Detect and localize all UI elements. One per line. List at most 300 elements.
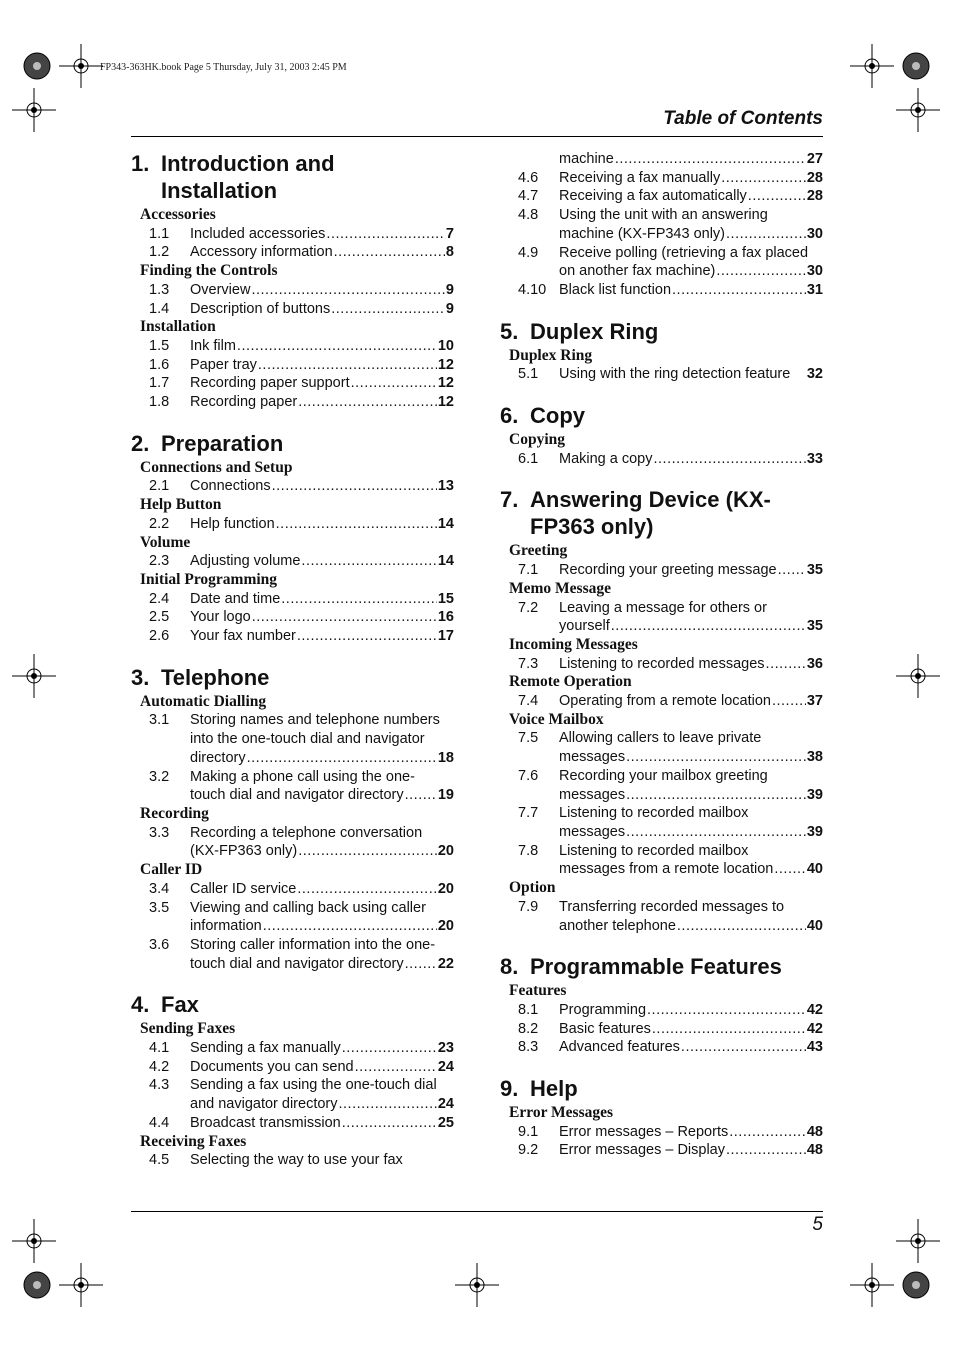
entry-text: Listening to recorded mailbox	[559, 805, 749, 822]
entry-last-line	[190, 1151, 454, 1170]
entry-number: 3.4	[149, 880, 170, 897]
chapter-heading[interactable]	[500, 486, 823, 540]
entry-last-line	[190, 1095, 454, 1114]
entry-number: 2.4	[149, 590, 170, 607]
section-group-heading: Greeting	[509, 542, 568, 560]
chapter-heading[interactable]	[500, 953, 823, 980]
entry-text: Recording paper support	[190, 375, 350, 392]
entry-text: Viewing and calling back using caller	[190, 899, 426, 916]
toc-entry[interactable]	[131, 393, 454, 412]
page-title: Table of Contents	[663, 108, 823, 129]
entry-body	[559, 804, 823, 841]
entry-last-line	[190, 608, 454, 627]
entry-number: 7.9	[518, 898, 539, 915]
entry-last-line	[190, 880, 454, 899]
page-ref: 28	[806, 188, 823, 205]
toc-entry[interactable]	[500, 244, 823, 281]
toc-entry[interactable]	[131, 225, 454, 244]
toc-entry[interactable]	[131, 880, 454, 899]
entry-number: 4.9	[518, 244, 539, 261]
entry-text: machine (KX-FP343 only)	[559, 225, 726, 242]
entry-number: 2.5	[149, 609, 170, 626]
toc-entry[interactable]	[500, 150, 823, 169]
entry-last-line	[190, 515, 454, 534]
chapter-title: Telephone	[161, 664, 270, 690]
entry-text: Broadcast transmission	[190, 1114, 341, 1131]
section-group-heading: Sending Faxes	[140, 1020, 236, 1038]
entry-body	[559, 692, 823, 711]
entry-text: Using with the ring detection feature	[559, 366, 791, 383]
entry-text: messages from a remote location	[559, 861, 774, 878]
entry-last-line	[559, 860, 823, 879]
dot-leader	[626, 748, 806, 767]
dot-leader	[281, 590, 437, 609]
page-ref: 42	[806, 1001, 823, 1018]
entry-text: Your logo	[190, 609, 251, 626]
print-slug: FP343-363HK.book Page 5 Thursday, July 31, 2003 2:45 PM	[100, 62, 347, 73]
section-group-heading: Memo Message	[509, 579, 611, 597]
entry-number: 7.5	[518, 730, 539, 747]
toc-entry[interactable]	[500, 842, 823, 879]
entry-text: Overview	[190, 281, 251, 298]
entry-number: 4.4	[149, 1114, 170, 1131]
entry-text: Listening to recorded mailbox	[559, 842, 749, 859]
dot-leader	[298, 393, 437, 412]
toc-entry[interactable]	[131, 243, 454, 262]
entry-last-line	[190, 477, 454, 496]
section-group-heading: Copying	[509, 431, 565, 449]
dot-leader	[681, 1038, 806, 1057]
entry-number: 1.4	[149, 300, 170, 317]
entry-last-line	[559, 450, 823, 469]
toc-entry[interactable]	[131, 477, 454, 496]
entry-number: 3.5	[149, 899, 170, 916]
toc-entry[interactable]	[500, 804, 823, 841]
entry-text: Using the unit with an answering	[559, 207, 768, 224]
entry-number: 2.3	[149, 553, 170, 570]
dot-leader	[626, 786, 806, 805]
chapter-heading[interactable]	[131, 430, 454, 457]
entry-last-line	[190, 917, 454, 936]
toc-entry[interactable]	[131, 552, 454, 571]
dot-leader	[726, 225, 806, 244]
entry-body	[559, 1141, 823, 1160]
entry-last-line	[559, 1001, 823, 1020]
entry-text: Help function	[190, 515, 275, 532]
page-ref: 18	[437, 749, 454, 766]
entry-body	[190, 1076, 454, 1113]
entry-text: Making a copy	[559, 450, 653, 467]
entry-text: Allowing callers to leave private	[559, 730, 762, 747]
entry-text: Recording paper	[190, 394, 298, 411]
entry-body	[190, 627, 454, 646]
entry-body	[190, 1039, 454, 1058]
entry-body	[559, 450, 823, 469]
page-ref: 16	[437, 609, 454, 626]
entry-number: 8.2	[518, 1020, 539, 1037]
page-ref: 27	[806, 151, 823, 167]
entry-last-line	[190, 627, 454, 646]
toc-entry[interactable]	[131, 899, 454, 936]
entry-number: 3.1	[149, 712, 170, 729]
entry-number: 7.3	[518, 655, 539, 672]
section-group-heading: Volume	[140, 533, 191, 551]
entry-last-line	[559, 1038, 823, 1057]
entry-number: 4.3	[149, 1077, 170, 1094]
entry-body	[559, 655, 823, 674]
entry-text: touch dial and navigator directory	[190, 955, 404, 972]
entry-number: 2.2	[149, 515, 170, 532]
page-ref: 14	[437, 515, 454, 532]
toc-entry[interactable]	[500, 281, 823, 300]
entry-text: Adjusting volume	[190, 553, 301, 570]
entry-text: Making a phone call using the one-	[190, 768, 415, 785]
entry-last-line	[559, 692, 823, 711]
page-ref: 40	[806, 861, 823, 878]
dot-leader	[326, 225, 445, 244]
entry-number: 3.3	[149, 824, 170, 841]
chapter-heading[interactable]	[131, 150, 454, 204]
entry-text: Operating from a remote location	[559, 693, 771, 710]
entry-last-line	[190, 786, 454, 805]
dot-leader	[276, 515, 437, 534]
toc-entry[interactable]	[500, 599, 823, 636]
section-group-heading: Caller ID	[140, 861, 203, 879]
page-ref: 15	[437, 590, 454, 607]
page-ref: 38	[806, 749, 823, 766]
section-group-heading: Installation	[140, 318, 216, 336]
entry-body	[559, 1123, 823, 1142]
chapter-heading[interactable]	[131, 664, 454, 691]
chapter-number: 9.	[500, 1076, 519, 1102]
page-ref: 33	[806, 450, 823, 467]
dot-leader	[342, 1114, 437, 1133]
entry-last-line	[190, 1058, 454, 1077]
entry-last-line	[190, 374, 454, 393]
toc-entry[interactable]	[500, 1123, 823, 1142]
toc-entry[interactable]	[500, 1020, 823, 1039]
chapter-gap	[500, 468, 823, 486]
entry-body	[559, 1038, 823, 1057]
chapter-title: Preparation	[161, 430, 284, 456]
entry-body	[559, 365, 823, 384]
toc-entry[interactable]	[131, 515, 454, 534]
entry-last-line	[190, 1039, 454, 1058]
dot-leader	[626, 823, 806, 842]
dot-leader	[647, 1001, 806, 1020]
entry-number: 4.5	[149, 1152, 170, 1169]
toc-entry[interactable]	[131, 824, 454, 861]
toc-entry[interactable]	[131, 936, 454, 973]
chapter-title: Copy	[530, 403, 585, 429]
entry-body	[559, 169, 823, 188]
entry-text: Recording your greeting message	[559, 562, 777, 579]
toc-entry[interactable]	[500, 1141, 823, 1160]
entry-text: Paper tray	[190, 356, 257, 373]
dot-leader	[355, 1058, 437, 1077]
page-ref: 14	[437, 553, 454, 570]
chapter-number: 6.	[500, 403, 519, 429]
toc-entry[interactable]	[131, 337, 454, 356]
entry-last-line	[190, 281, 454, 300]
page-ref: 35	[806, 562, 823, 579]
chapter-number: 2.	[131, 430, 150, 456]
entry-text: (KX-FP363 only)	[190, 843, 298, 860]
entry-number: 7.7	[518, 805, 539, 822]
entry-body	[559, 1020, 823, 1039]
entry-text: Storing names and telephone numbers	[190, 712, 440, 729]
page-ref: 43	[806, 1039, 823, 1056]
entry-text: messages	[559, 749, 626, 766]
entry-last-line	[559, 169, 823, 188]
entry-last-line	[190, 225, 454, 244]
entry-body	[190, 590, 454, 609]
toc-entry[interactable]	[131, 281, 454, 300]
dot-leader	[247, 749, 437, 768]
page-ref: 20	[437, 843, 454, 860]
entry-number: 9.1	[518, 1123, 539, 1140]
entry-text: Error messages – Display	[559, 1142, 725, 1159]
toc-entry[interactable]	[131, 356, 454, 375]
toc-entry[interactable]	[131, 590, 454, 609]
chapter-gap	[500, 300, 823, 318]
dot-leader	[672, 281, 806, 300]
entry-last-line	[559, 617, 823, 636]
page-ref: 39	[806, 786, 823, 803]
entry-body	[559, 842, 823, 879]
entry-number: 7.2	[518, 599, 539, 616]
toc-entry[interactable]	[131, 627, 454, 646]
dot-leader	[716, 262, 805, 281]
dot-leader	[611, 617, 806, 636]
entry-last-line	[559, 786, 823, 805]
entry-number: 1.7	[149, 375, 170, 392]
entry-text: Included accessories	[190, 225, 326, 242]
entry-last-line	[559, 281, 823, 300]
entry-body	[190, 1114, 454, 1133]
entry-text: into the one-touch dial and navigator	[190, 731, 425, 748]
section-group-heading: Help Button	[140, 496, 222, 514]
entry-number: 1.5	[149, 337, 170, 354]
page-ref: 31	[806, 281, 823, 298]
toc-entry[interactable]	[500, 1001, 823, 1020]
page-ref: 32	[806, 366, 823, 383]
entry-body	[190, 608, 454, 627]
entry-text: touch dial and navigator directory	[190, 787, 404, 804]
page-ref: 12	[437, 356, 454, 373]
toc-entry[interactable]	[500, 561, 823, 580]
chapter-number: 1.	[131, 151, 150, 176]
toc-entry[interactable]	[131, 1039, 454, 1058]
entry-last-line	[190, 337, 454, 356]
toc-entry[interactable]	[500, 365, 823, 384]
entry-last-line	[559, 823, 823, 842]
entry-body	[190, 356, 454, 375]
entry-body	[190, 374, 454, 393]
entry-number: 8.1	[518, 1001, 539, 1018]
chapter-gap	[131, 973, 454, 991]
entry-text: Accessory information	[190, 244, 333, 261]
toc-entry[interactable]	[131, 1058, 454, 1077]
entry-number: 7.8	[518, 842, 539, 859]
section-group-heading: Features	[509, 982, 567, 1000]
chapter-title: Answering Device (KX-FP363 only)	[530, 487, 771, 540]
entry-number: 7.1	[518, 562, 539, 579]
entry-body	[190, 300, 454, 319]
dot-leader	[251, 281, 444, 300]
page-ref: 19	[437, 787, 454, 804]
page-ref: 13	[437, 478, 454, 495]
section-group-heading: Finding the Controls	[140, 262, 278, 280]
entry-text: Description of buttons	[190, 300, 331, 317]
dot-leader	[237, 337, 437, 356]
chapter-title: Introduction and Installation	[161, 151, 335, 203]
entry-number	[500, 150, 559, 169]
toc-left-column	[131, 150, 454, 1170]
page-ref: 30	[806, 263, 823, 280]
toc-entry[interactable]	[131, 300, 454, 319]
toc-entry[interactable]	[500, 692, 823, 711]
chapter-gap	[500, 1057, 823, 1075]
entry-text: Sending a fax using the one-touch dial	[190, 1077, 437, 1094]
entry-text: Leaving a message for others or	[559, 599, 767, 616]
section-group-heading: Voice Mailbox	[509, 710, 604, 728]
dot-leader	[677, 917, 806, 936]
dot-leader	[766, 655, 806, 674]
chapter-number: 5.	[500, 318, 519, 344]
chapter-gap	[131, 412, 454, 430]
entry-number: 9.2	[518, 1142, 539, 1159]
chapter-number: 7.	[500, 487, 519, 513]
chapter-heading[interactable]	[500, 318, 823, 345]
toc-entry[interactable]	[131, 1151, 454, 1170]
section-group-heading: Receiving Faxes	[140, 1132, 247, 1150]
toc-entry[interactable]	[131, 1076, 454, 1113]
entry-text: Your fax number	[190, 628, 296, 645]
toc-entry[interactable]	[500, 898, 823, 935]
page-ref: 30	[806, 225, 823, 242]
section-group-heading: Initial Programming	[140, 570, 278, 588]
toc-right-column	[500, 150, 823, 1160]
toc-entry[interactable]	[131, 768, 454, 805]
dot-leader	[778, 561, 806, 580]
toc-entry[interactable]	[131, 1114, 454, 1133]
page-ref: 12	[437, 394, 454, 411]
entry-number: 7.4	[518, 693, 539, 710]
entry-body	[190, 880, 454, 899]
chapter-gap	[131, 646, 454, 664]
toc-entry[interactable]	[500, 655, 823, 674]
entry-text: Connections	[190, 478, 271, 495]
entry-body	[559, 729, 823, 766]
entry-number: 1.8	[149, 394, 170, 411]
section-group-heading: Incoming Messages	[509, 635, 638, 653]
entry-text: Recording a telephone conversation	[190, 824, 423, 841]
entry-text: machine	[559, 151, 614, 167]
page-ref: 48	[806, 1142, 823, 1159]
toc-entry[interactable]	[500, 729, 823, 766]
entry-text: Selecting the way to use your fax	[190, 1152, 403, 1169]
page-ref: 40	[806, 917, 823, 934]
dot-leader	[301, 552, 436, 571]
chapter-heading[interactable]	[131, 991, 454, 1018]
dot-leader	[252, 608, 437, 627]
entry-last-line	[559, 225, 823, 244]
dot-leader	[258, 356, 437, 375]
page-ref: 24	[437, 1096, 454, 1113]
entry-text: Receive polling (retrieving a fax placed	[559, 244, 809, 261]
dot-leader	[334, 243, 445, 262]
entry-text: on another fax machine)	[559, 263, 716, 280]
entry-number: 4.10	[518, 281, 547, 298]
entry-body	[559, 767, 823, 804]
page-ref: 25	[437, 1114, 454, 1131]
entry-body	[559, 150, 823, 169]
toc-entry[interactable]	[131, 711, 454, 767]
entry-text: Storing caller information into the one-	[190, 936, 436, 953]
dot-leader	[729, 1123, 806, 1142]
entry-last-line	[559, 748, 823, 767]
page-ref: 9	[445, 300, 454, 317]
toc-entry[interactable]	[500, 450, 823, 469]
entry-number: 7.6	[518, 767, 539, 784]
entry-last-line	[190, 955, 454, 974]
entry-body	[190, 711, 454, 767]
toc-entry[interactable]	[500, 767, 823, 804]
page-ref: 22	[437, 955, 454, 972]
entry-last-line	[190, 1114, 454, 1133]
page-ref: 9	[445, 281, 454, 298]
chapter-heading[interactable]	[500, 1075, 823, 1102]
chapter-heading[interactable]	[500, 402, 823, 429]
entry-text: Recording your mailbox greeting	[559, 767, 768, 784]
page-ref: 36	[806, 655, 823, 672]
entry-number: 2.1	[149, 478, 170, 495]
toc-entry[interactable]	[131, 608, 454, 627]
entry-text: Error messages – Reports	[559, 1123, 729, 1140]
entry-last-line	[190, 590, 454, 609]
entry-text: messages	[559, 823, 626, 840]
dot-leader	[726, 1141, 806, 1160]
dot-leader	[263, 917, 437, 936]
page-ref: 10	[437, 337, 454, 354]
toc-entry[interactable]	[500, 206, 823, 243]
entry-number: 2.6	[149, 628, 170, 645]
toc-entry[interactable]	[500, 1038, 823, 1057]
entry-number: 1.3	[149, 281, 170, 298]
chapter-title: Fax	[161, 992, 199, 1018]
dot-leader	[272, 477, 437, 496]
toc-entry[interactable]	[500, 169, 823, 188]
chapter-number: 8.	[500, 954, 519, 980]
page-ref: 24	[437, 1058, 454, 1075]
entry-last-line	[559, 1123, 823, 1142]
entry-body	[190, 1058, 454, 1077]
section-group-heading: Remote Operation	[509, 673, 632, 691]
entry-text: Caller ID service	[190, 880, 297, 897]
entry-last-line	[559, 262, 823, 281]
toc-entry[interactable]	[131, 374, 454, 393]
chapter-title: Duplex Ring	[530, 318, 659, 344]
entry-body	[559, 561, 823, 580]
page-number: 5	[812, 1214, 823, 1235]
dot-leader	[331, 300, 445, 319]
entry-body	[559, 281, 823, 300]
dot-leader	[405, 786, 437, 805]
dot-leader	[772, 692, 806, 711]
dot-leader	[615, 150, 806, 169]
toc-entry[interactable]	[500, 187, 823, 206]
